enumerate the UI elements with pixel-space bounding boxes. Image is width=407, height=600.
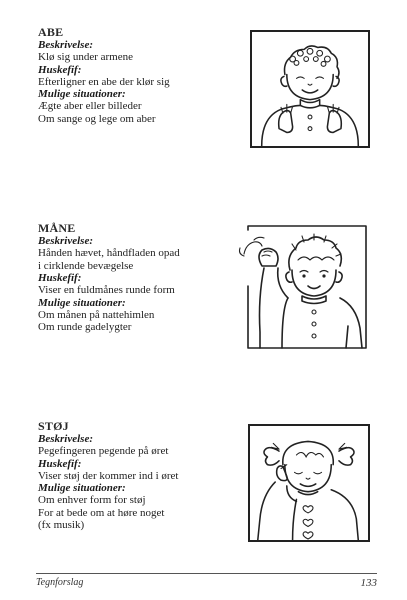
description-label: Beskrivelse: — [38, 39, 93, 51]
situations-label: Mulige situationer: — [38, 296, 126, 309]
situation-line: Om enhver form for støj — [38, 494, 146, 506]
child-raised-hand-circling-icon — [240, 226, 368, 350]
child-scratching-armpits-icon — [252, 32, 368, 146]
situation-line: For at bede om at høre noget — [38, 506, 165, 519]
footer-divider — [36, 573, 377, 574]
mnemonic-line: Viser støj der kommer ind i øret — [38, 469, 179, 482]
description-line: Pegefingeren pegende på øret — [38, 445, 169, 457]
situation-line: Om månen på nattehimlen — [38, 308, 155, 321]
mnemonic-line: Viser en fuldmånes runde form — [38, 284, 175, 296]
situation-line: (fx musik) — [38, 519, 85, 531]
description-label: Beskrivelse: — [38, 235, 93, 247]
description-label: Beskrivelse: — [38, 433, 93, 445]
mnemonic-line: Efterligner en abe der klør sig — [38, 75, 170, 88]
child-pointing-at-ear-icon — [250, 426, 368, 540]
entry-abe — [38, 26, 238, 125]
situation-line: Om sange og lege om aber — [38, 112, 156, 125]
description-line: Klø sig under armene — [38, 51, 133, 63]
noise-sign-illustration — [248, 424, 370, 542]
footer-section-title: Tegnforslag — [36, 577, 84, 588]
mnemonic-label: Huskefif: — [38, 272, 82, 284]
monkey-sign-illustration — [250, 30, 370, 148]
entry-title: ABE — [38, 25, 64, 39]
situation-line: Om runde gadelygter — [38, 321, 132, 333]
mnemonic-label: Huskefif: — [38, 63, 82, 76]
moon-sign-illustration — [240, 226, 368, 350]
entry-stoej — [38, 420, 238, 532]
description-line: Hånden hævet, håndfladen opad — [38, 247, 180, 259]
mnemonic-label: Huskefif: — [38, 457, 82, 470]
situations-label: Mulige situationer: — [38, 482, 126, 494]
entry-title: MÅNE — [38, 221, 76, 235]
entry-maane — [38, 222, 238, 334]
page-number: 133 — [360, 577, 377, 589]
situation-line: Ægte aber eller billeder — [38, 100, 142, 112]
entry-title: STØJ — [38, 419, 69, 433]
description-line: i cirklende bevægelse — [38, 259, 134, 272]
situations-label: Mulige situationer: — [38, 88, 126, 100]
